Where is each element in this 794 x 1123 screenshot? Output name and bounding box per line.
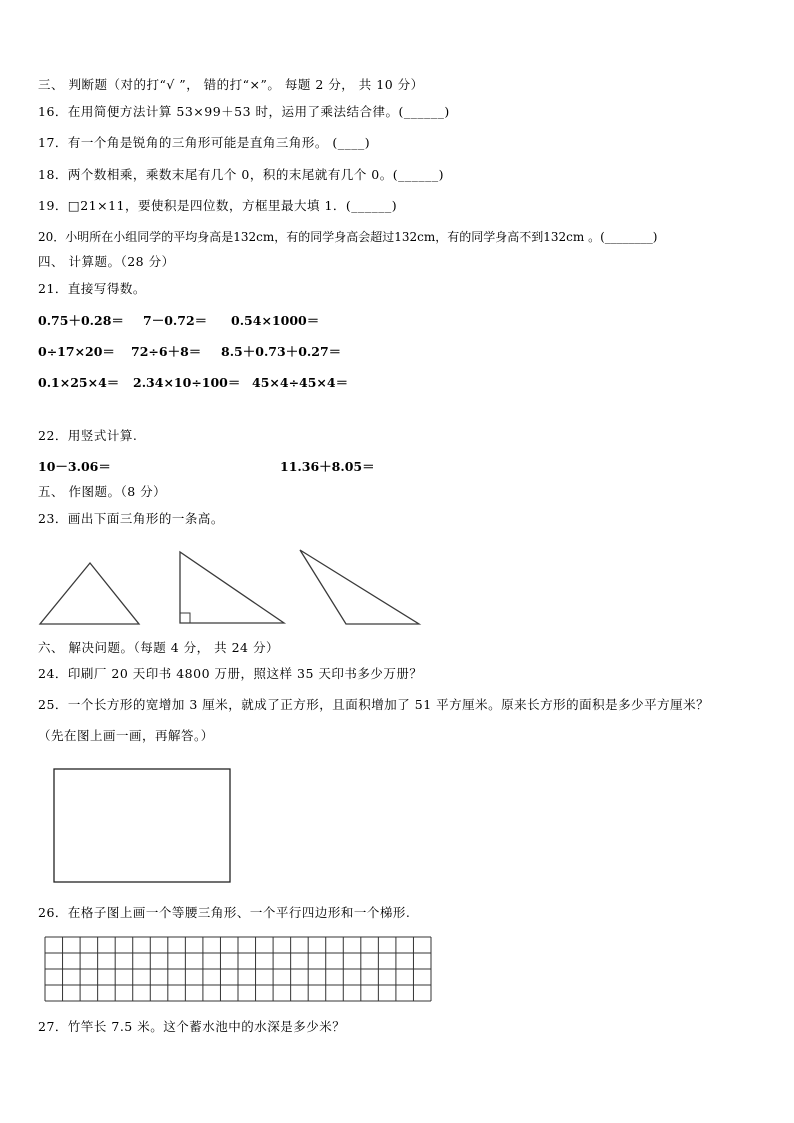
calc-item: 7－0.72＝ bbox=[143, 313, 208, 328]
question-17: 17．有一个角是锐角的三角形可能是直角三角形。 (____) bbox=[38, 135, 371, 150]
calc-item: 45×4÷45×4＝ bbox=[252, 375, 349, 390]
question-27: 27．竹竿长 7.5 米。这个蓄水池中的水深是多少米？ bbox=[38, 1019, 346, 1034]
section-4-heading: 四、 计算题。（28 分） bbox=[38, 254, 175, 269]
section-6-heading: 六、 解决问题。（每题 4 分， 共 24 分） bbox=[38, 640, 279, 655]
square-grid bbox=[40, 934, 435, 1006]
calc-item: 2.34×10÷100＝ bbox=[133, 375, 241, 390]
calc-item: 0÷17×20＝ bbox=[38, 344, 115, 359]
question-24: 24．印刷厂 20 天印书 4800 万册，照这样 35 天印书多少万册？ bbox=[38, 666, 423, 681]
question-26: 26．在格子图上画一个等腰三角形、一个平行四边形和一个梯形. bbox=[38, 905, 411, 920]
question-16: 16．在用简便方法计算 53×99＋53 时，运用了乘法结合律。(______) bbox=[38, 104, 450, 119]
calc-item: 10－3.06＝ bbox=[38, 459, 111, 474]
calc-item: 0.75＋0.28＝ bbox=[38, 313, 124, 328]
calc-item: 8.5＋0.73＋0.27＝ bbox=[221, 344, 342, 359]
right-angle-mark bbox=[180, 613, 190, 623]
calc-item: 11.36＋8.05＝ bbox=[280, 459, 375, 474]
calc-item: 0.54×1000＝ bbox=[231, 313, 320, 328]
question-25-note: （先在图上画一画，再解答。） bbox=[38, 728, 214, 743]
right-triangle bbox=[180, 552, 284, 623]
acute-triangle bbox=[40, 563, 139, 624]
section-5-heading: 五、 作图题。（8 分） bbox=[38, 484, 167, 499]
rectangle-figure bbox=[50, 766, 234, 886]
calc-item: 0.1×25×4＝ bbox=[38, 375, 120, 390]
obtuse-triangle bbox=[300, 550, 419, 624]
calc-item: 72÷6＋8＝ bbox=[131, 344, 202, 359]
section-3-heading: 三、 判断题（对的打“√ ”， 错的打“×”。 每题 2 分， 共 10 分） bbox=[38, 77, 424, 92]
question-19: 19．□21×11，要使积是四位数，方框里最大填 1．(______) bbox=[38, 198, 398, 213]
question-22: 22．用竖式计算. bbox=[38, 428, 138, 443]
question-25: 25．一个长方形的宽增加 3 厘米，就成了正方形，且面积增加了 51 平方厘米。原来长方形的面积是多少平方厘米？ bbox=[38, 697, 710, 712]
question-23: 23．画出下面三角形的一条高。 bbox=[38, 511, 224, 526]
question-18: 18．两个数相乘，乘数末尾有几个 0，积的末尾就有几个 0。(______) bbox=[38, 167, 445, 182]
triangles-figure bbox=[0, 540, 794, 632]
question-21: 21．直接写得数。 bbox=[38, 281, 146, 296]
question-20: 20．小明所在小组同学的平均身高是132cm，有的同学身高会超过132cm，有的同学身高不到132cm 。(________) bbox=[38, 230, 658, 244]
